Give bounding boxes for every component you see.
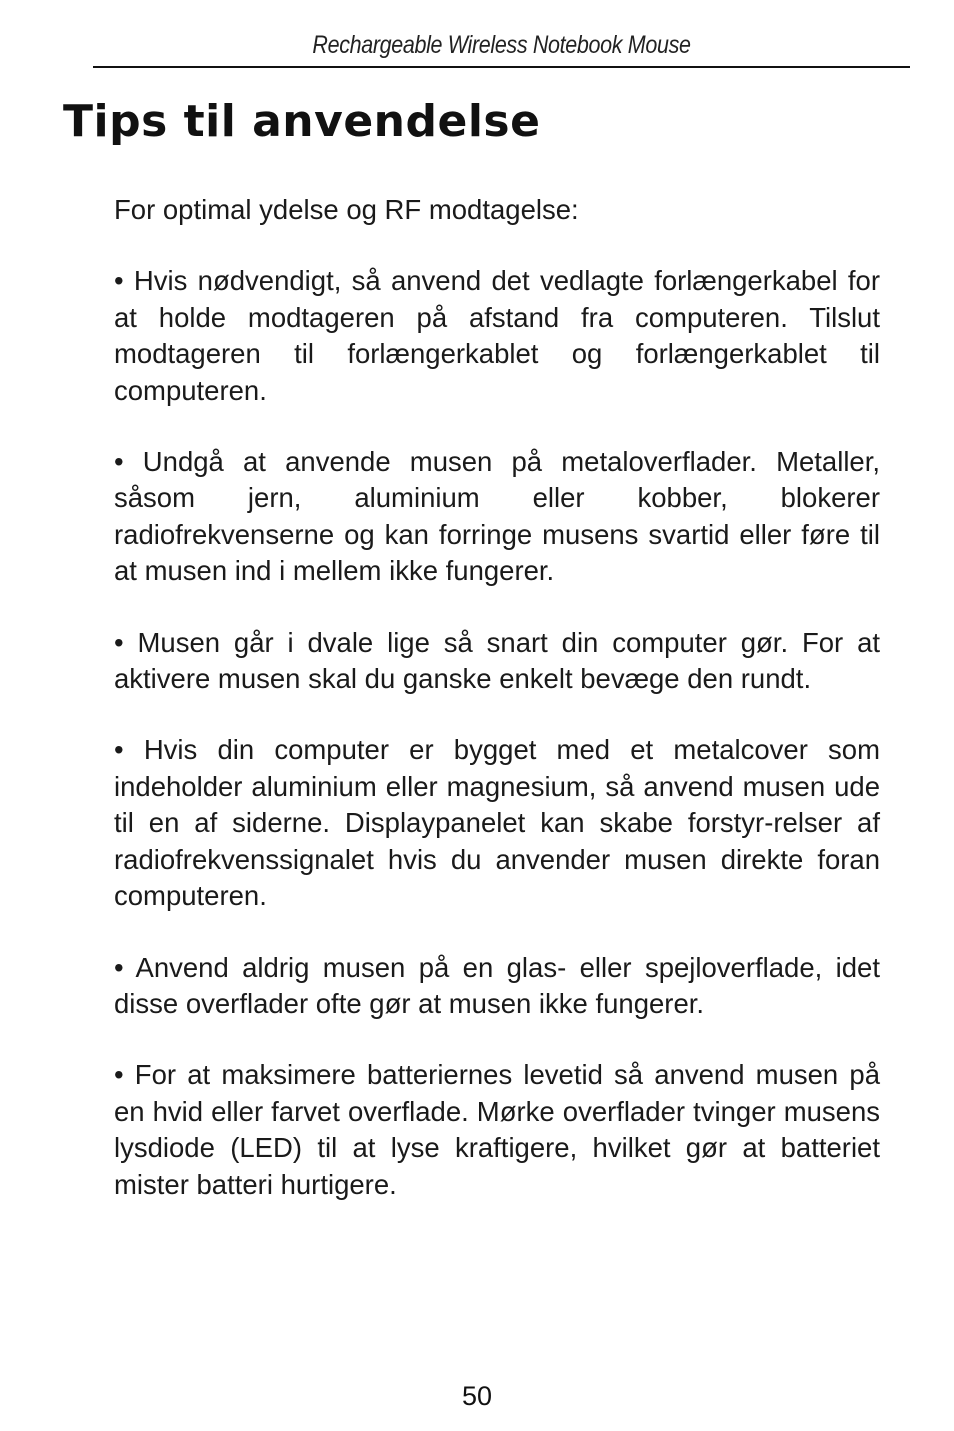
tip-metal-surfaces: • Undgå at anvende musen på metaloverflader. Metaller, såsom jern, aluminium eller kobber, blokerer radiofrekvenserne og kan forringe musens svartid eller føre til at musen ind i mellem ikke fungerer. [114, 446, 880, 587]
tip-sleep-mode: • Musen går i dvale lige så snart din computer gør. For at aktivere musen skal du ganske enkelt bevæge den rundt. [114, 626, 880, 695]
tip-extension-cable: • Hvis nødvendigt, så anvend det vedlagte forlængerkabel for at holde modtageren på afstand fra computeren. Tilslut modtageren til forlængerkablet og forlængerkablet til computeren. [114, 265, 880, 406]
page-number: 50 [461, 1381, 493, 1411]
tip-glass-surfaces: • Anvend aldrig musen på en glas- eller spejloverflade, idet disse overflader ofte gør at musen ikke fungerer. [114, 951, 880, 1019]
page-title: Tips til anvendelse [63, 96, 541, 147]
header-rule [93, 66, 910, 68]
running-header: Rechargeable Wireless Notebook Mouse [312, 31, 691, 59]
intro-text: For optimal ydelse og RF modtagelse: [114, 194, 579, 225]
tip-battery-life: • For at maksimere batteriernes levetid så anvend musen på en hvid eller farvet overflade. Mørke overflader tvinger musens lysdiode (LED) til at lyse kraftigere, hvilket gør at batteriet mister batteri hurtigere. [114, 1059, 880, 1200]
tip-metal-cover: • Hvis din computer er bygget med et metalcover som indeholder aluminium eller magnesium, så anvend musen ude til en af siderne. Displaypanelet kan skabe forstyr-relser af radiofrekvenssignalet hvis du anvender musen direkte foran computeren. [114, 734, 880, 912]
tips-section [114, 192, 880, 1238]
